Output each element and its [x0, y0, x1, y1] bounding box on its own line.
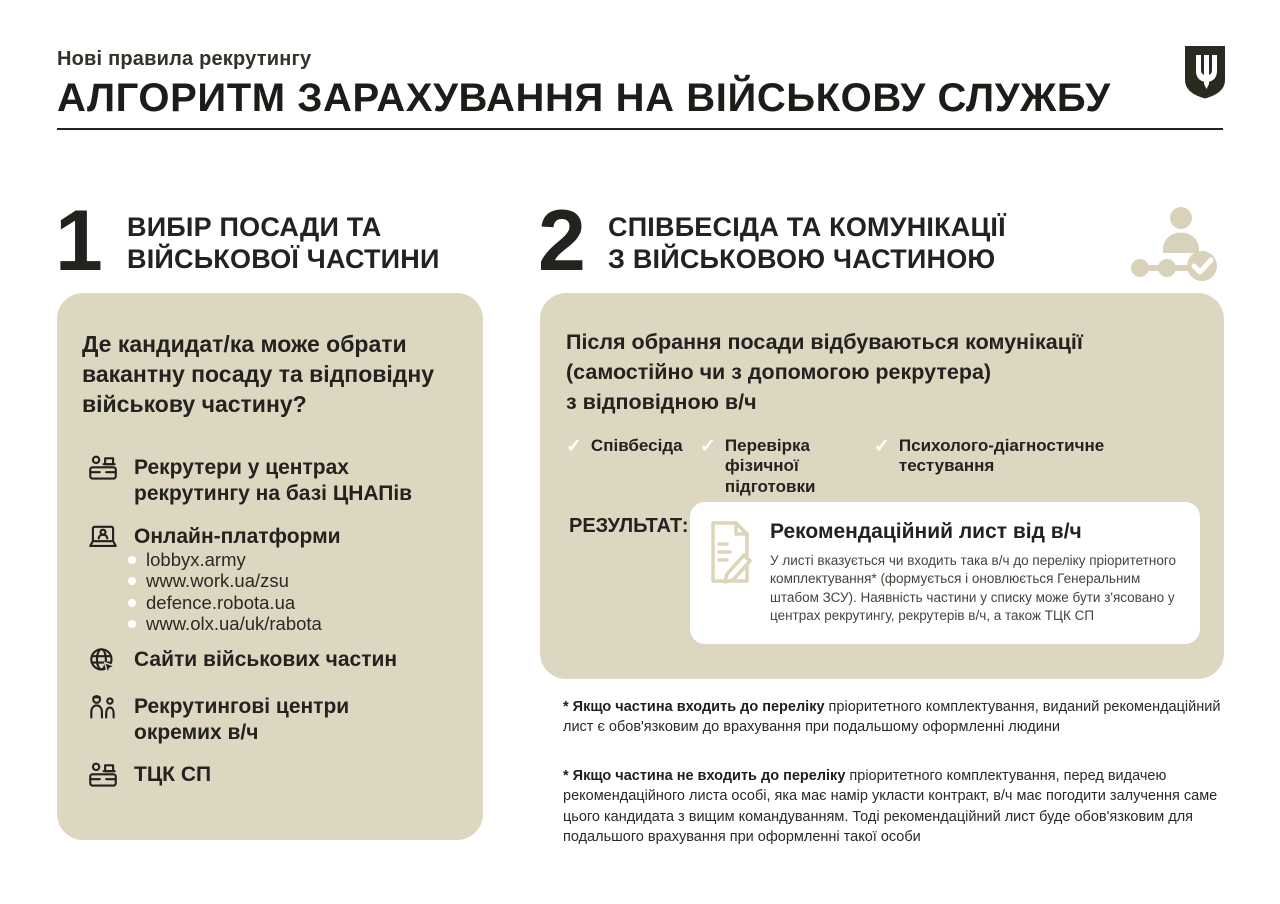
check-item-interview [566, 436, 716, 456]
check-item-psych-test [874, 436, 1204, 477]
list-item-recruiters: Рекрутери у центрах рекрутингу на базі ЦНАПів [86, 453, 466, 507]
list-item-link: www.olx.ua/uk/rabota [128, 614, 322, 636]
title-underline [57, 128, 1223, 130]
bullet-dot-icon [128, 556, 136, 564]
bullet-dot-icon [128, 577, 136, 585]
list-item-label: Рекрутингові центри [134, 695, 350, 718]
footnote-priority-list: * Якщо частина входить до переліку пріоритетного комплектування, виданий рекомендаційний лист є обов'язковим до врахування при подальшому оформленні людини [563, 699, 1221, 736]
list-item-link: www.work.ua/zsu [128, 571, 322, 593]
list-item-label: Онлайн-платформи [134, 525, 341, 548]
list-item-label: Сайти військових частин [134, 648, 398, 671]
check-icon: ✓ [700, 436, 716, 457]
check-icon: ✓ [566, 436, 582, 457]
uaf-trident-shield-icon [1183, 44, 1227, 100]
check-label: Співбесіда [590, 436, 683, 455]
footnote-non-priority-list: * Якщо частина не входить до переліку пріоритетного комплектування, перед видачею рекомендаційного листа особі, яка має намір укласти контракт, в/ч має погодити залучення саме цього кандидата з вищим командуванням. Тоді рекомендаційний лист буде обов'язковим для подальшого врахування при оформленні такої особи [563, 768, 1218, 845]
step1-number: 1 [55, 193, 103, 289]
page-title: АЛГОРИТМ ЗАРАХУВАННЯ НА ВІЙСЬКОВУ СЛУЖБУ [57, 76, 1111, 120]
document-pencil-icon [707, 520, 755, 586]
step2-intro: Після обрання посади відбуваються комунікації (самостійно чи з допомогою рекрутера) з відповідною в/ч [566, 330, 1083, 415]
two-people-icon [86, 692, 120, 726]
check-icon: ✓ [874, 436, 890, 457]
reception-desk-icon [86, 760, 120, 794]
step1-question: Де кандидат/ка може обрати вакантну посаду та відповідну військову частину? [82, 331, 435, 417]
check-label: Перевірка фізичної підготовки [724, 436, 816, 496]
step2-title: СПІВБЕСІДА ТА КОМУНІКАЦІЇ З ВІЙСЬКОВОЮ ЧАСТИНОЮ [608, 212, 1006, 275]
list-item-unit-websites [86, 645, 466, 679]
reception-desk-icon [86, 453, 120, 487]
step1-title: ВИБІР ПОСАДИ ТА ВІЙСЬКОВОЇ ЧАСТИНИ [127, 212, 440, 275]
person-network-check-icon [1128, 206, 1225, 292]
list-item-tck-sp [86, 760, 466, 794]
list-item-recruiting-centers: Рекрутингові центри окремих в/ч [86, 692, 466, 746]
bullet-dot-icon [128, 599, 136, 607]
check-item-physical-test [700, 436, 885, 497]
globe-cursor-icon [86, 645, 120, 679]
step2-number: 2 [538, 193, 586, 289]
list-item-label: Рекрутери у центрах [134, 456, 349, 479]
bullet-dot-icon [128, 620, 136, 628]
result-label: РЕЗУЛЬТАТ: [569, 515, 689, 537]
result-card-title: Рекомендаційний лист від в/ч [770, 520, 1082, 543]
check-label: Психолого-діагностичне тестування [898, 436, 1105, 476]
page-kicker: Нові правила рекрутингу [57, 48, 312, 70]
laptop-person-icon [86, 522, 120, 556]
result-card-body: У листі вказується чи входить така в/ч до переліку пріоритетного комплектування* (формується і оновлюється Генеральним штабом ЗСУ). Наявність частини у списку може бути з'ясовано у центрах рекрутингу, рекрутерів в/ч, а також ТЦК СП [770, 553, 1176, 624]
list-item-link: defence.robota.ua [128, 592, 322, 614]
list-item-link: lobbyx.army [128, 549, 322, 571]
online-platform-links [128, 549, 322, 635]
list-item-label: ТЦК СП [134, 763, 212, 786]
